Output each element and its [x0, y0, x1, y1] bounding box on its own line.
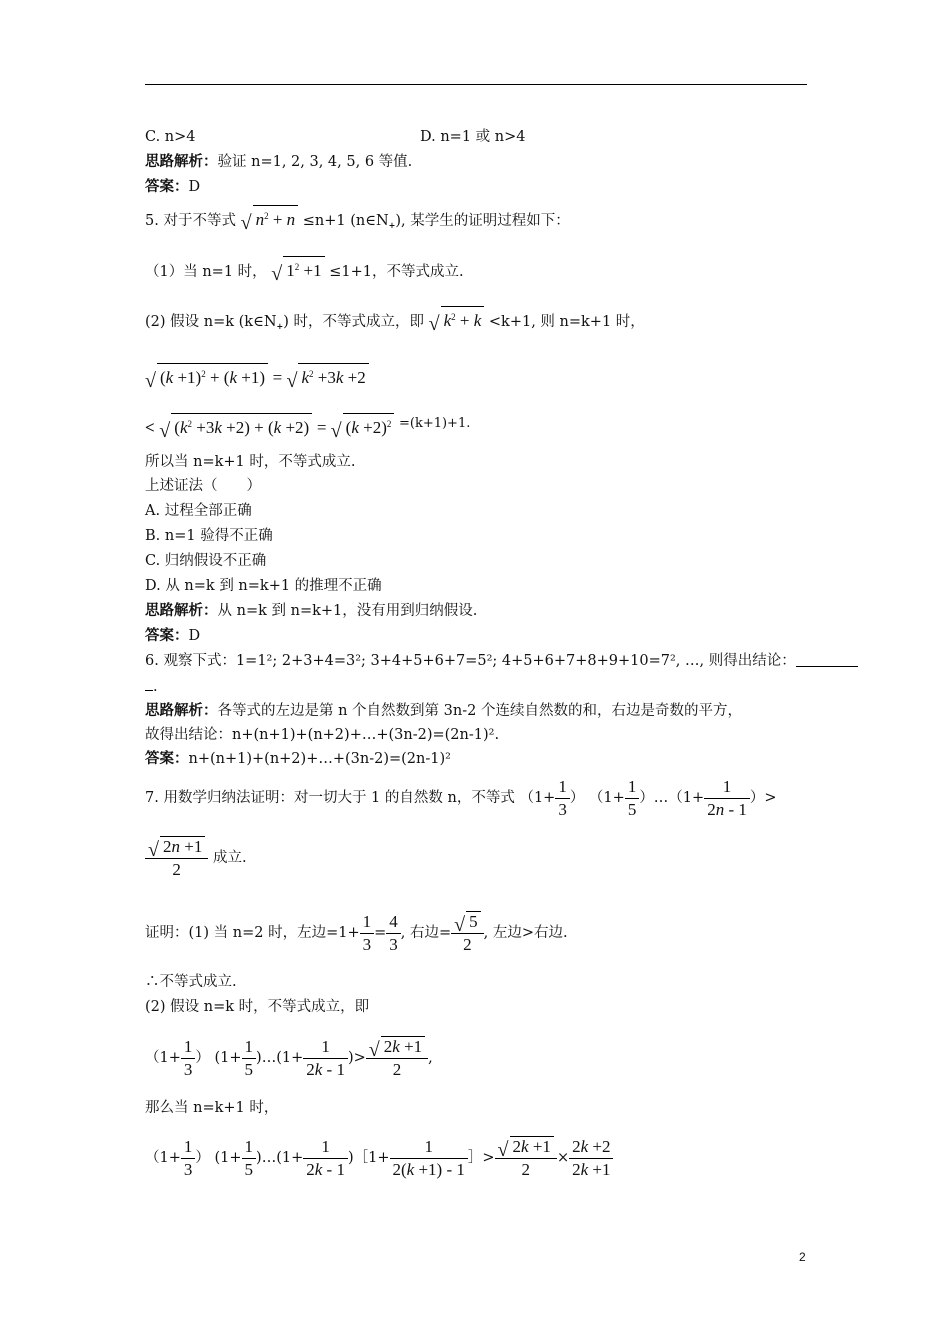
q6-blank-tail: .	[145, 676, 158, 697]
q7-hypothesis: （1+ $\frac{1}{3}$ ） (1+ $\frac{1}{5}$ )…(1+ $\frac{1}{2k - 1}$ )> √ 2k +1 2 ,	[145, 1036, 433, 1079]
q5-eq2: < √ $(k^2 +3k +2) + (k +2)$ = √ $(k +2)^2 =(k+1)+1$.	[145, 413, 470, 439]
q7-proof-1: 证明：(1) 当 n=2 时，左边=1+ $\frac{1}{3}$ = $\frac{4}{3}$ , 右边= √ 5 2 , 左边>右边.	[145, 911, 568, 954]
option-d-prev: D. n=1 或 n>4	[420, 129, 526, 145]
q5-step2: (2) 假设 n=k $(k\in N_+)$ 时，不等式成立，即 √ $k^2 + k <k+1$, 则 n=k+1 时，	[145, 306, 645, 336]
option-c-prev: C. n>4	[145, 129, 196, 145]
sqrt-n2-n: √ $n^2 + n$	[241, 205, 299, 231]
q5-answer: 答案：D	[145, 627, 201, 644]
q5-stem: 5. 对于不等式 √ $n^2 + n \le n+1$ $(n\in N_+)$, 某学生的证明过程如下：	[145, 205, 570, 235]
q7-proof-2: (2) 假设 n=k 时，不等式成立，即	[145, 999, 370, 1015]
q5-prompt: 上述证法（ ）	[145, 478, 261, 494]
q4-answer: 答案：D	[145, 178, 201, 195]
q5-option-b: B. n=1 验得不正确	[145, 528, 273, 544]
q7-therefore: ∴不等式成立.	[145, 974, 237, 990]
page-number: 2	[799, 1250, 806, 1264]
q7-step-k1: （1+ $\frac{1}{3}$ ） (1+ $\frac{1}{5}$ )…(1+ $\frac{1}{2k - 1}$ )［1+ $\frac{1}{2(k +1) - 1}$ ］> √ 2k +1 2 × $\frac{2k +2}{2k +1}$	[145, 1134, 613, 1182]
q5-analysis: 思路解析：从 n=k 到 n=k+1，没有用到归纳假设.	[145, 602, 478, 619]
q5-option-d: D. 从 n=k 到 n=k+1 的推理不正确	[145, 578, 382, 594]
q6-answer: 答案：n+(n+1)+(n+2)+…+(3n-2)=(2n-1)²	[145, 750, 451, 767]
q5-eq1: √ $(k +1)^2 + (k +1)$ = √ $k^2 +3k +2$	[145, 363, 369, 389]
q5-option-c: C. 归纳假设不正确	[145, 553, 267, 569]
q4-analysis: 思路解析：验证 n=1, 2, 3, 4, 5, 6 等值.	[145, 153, 413, 170]
q6-analysis-2: 故得出结论：n+(n+1)+(n+2)+…+(3n-2)=(2n-1)².	[145, 727, 500, 743]
sqrt-k2-k: √ $k^2 + k$	[429, 306, 485, 332]
header-rule	[145, 84, 807, 85]
q5-step1: （1）当 n=1 时， √ $1^2 +1 \le 1+1$，不等式成立.	[145, 256, 464, 282]
q6-analysis: 思路解析：各等式的左边是第 n 个自然数到第 3n-2 个连续自然数的和，右边是奇数的平方，	[145, 702, 742, 719]
q6-stem: 6. 观察下式：1=1²; 2+3+4=3²; 3+4+5+6+7=5²; 4+5+6+7+8+9+10=7², …, 则得出结论：	[145, 651, 858, 671]
q5-conclude: 所以当 n=k+1 时，不等式成立.	[145, 454, 356, 470]
sqrt-1-1: √ $1^2 +1$	[271, 256, 324, 282]
q7-stem: 7. 用数学归纳法证明：对一切大于 1 的自然数 n，不等式 （1+ $\frac{1}{3}$ ） （1+ $\frac{1}{5}$ ）…（1+ $\frac{1}{2n - 1}$ ）>	[145, 776, 777, 819]
q7-then: 那么当 n=k+1 时，	[145, 1100, 279, 1116]
answer-blank	[796, 652, 858, 667]
q5-option-a: A. 过程全部正确	[145, 503, 252, 519]
q7-stem-2: √ 2n +1 2 成立.	[145, 834, 247, 882]
